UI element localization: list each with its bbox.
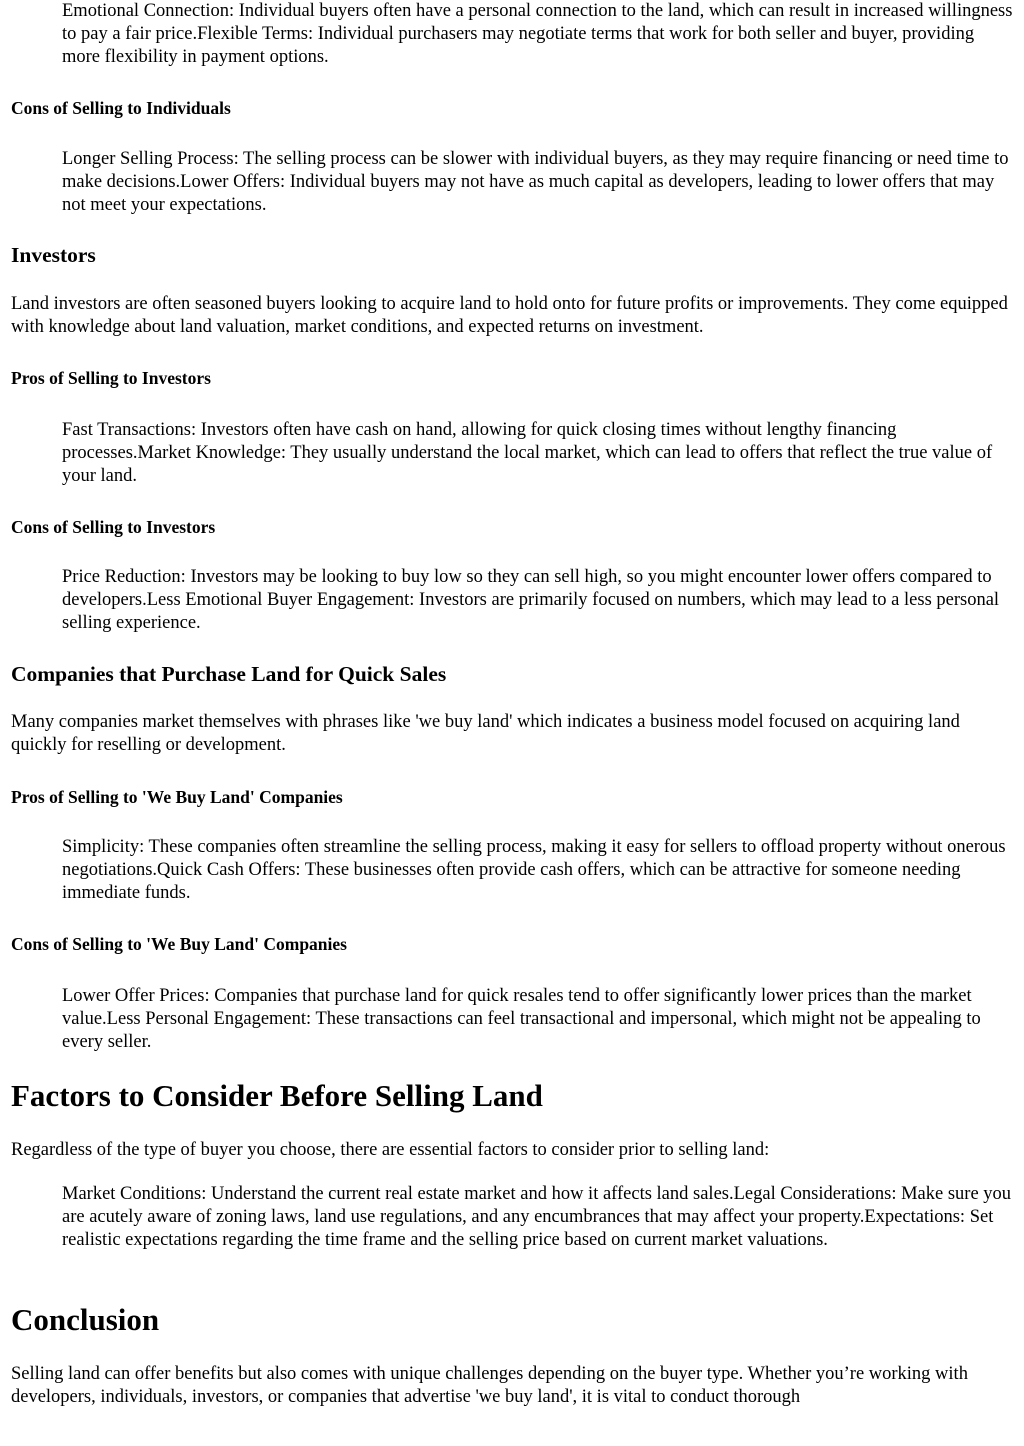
companies-heading: Companies that Purchase Land for Quick Sales xyxy=(11,662,447,686)
conclusion-text: Selling land can offer benefits but also comes with unique challenges depending on the buyer type. Whether you’re working with developers, individuals, investors, or companies that advertise 'we buy land', it is vital to conduct thorough xyxy=(11,1364,968,1407)
investors-intro: Land investors are often seasoned buyers looking to acquire land to hold onto for future profits or improvements. They come equipped with knowledge about land valuation, market conditions, and expected returns on investment. xyxy=(11,294,1008,337)
investors-pros-list: Fast Transactions: Investors often have cash on hand, allowing for quick closing times without lengthy financing processes.Market Knowledge: They usually understand the local market, which can lead to offers that reflect the true value of your land. xyxy=(62,420,993,486)
companies-pros-heading: Pros of Selling to 'We Buy Land' Companies xyxy=(11,787,343,807)
individuals-pros-list: Emotional Connection: Individual buyers often have a personal connection to the land, which can result in increased willingness to pay a fair price.Flexible Terms: Individual purchasers may negotiate terms that work for both seller and buyer, providing more flexibility in payment options. xyxy=(62,1,1013,67)
companies-intro: Many companies market themselves with phrases like 'we buy land' which indicates a business model focused on acquiring land quickly for reselling or development. xyxy=(11,712,960,755)
factors-list: Market Conditions: Understand the current real estate market and how it affects land sales.Legal Considerations: Make sure you are acutely aware of zoning laws, land use regulations, and any encumbrances that may affect your property.Expectations: Set realistic expectations regarding the time frame and the selling price based on current market valuations. xyxy=(62,1184,1012,1250)
factors-heading: Factors to Consider Before Selling Land xyxy=(11,1078,543,1113)
investors-cons-heading: Cons of Selling to Investors xyxy=(11,517,216,537)
individuals-cons-list: Longer Selling Process: The selling process can be slower with individual buyers, as they may require financing or need time to make decisions.Lower Offers: Individual buyers may not have as much capital as developers, leading to lower offers that may not meet your expectations. xyxy=(62,149,1009,215)
investors-pros-heading: Pros of Selling to Investors xyxy=(11,368,211,388)
conclusion-heading: Conclusion xyxy=(11,1302,160,1337)
investors-heading: Investors xyxy=(11,243,96,267)
investors-cons-list: Price Reduction: Investors may be looking to buy low so they can sell high, so you might encounter lower offers compared to developers.Less Emotional Buyer Engagement: Investors are primarily focused on numbers, which may lead to a less personal selling experience. xyxy=(62,567,1000,633)
companies-cons-heading: Cons of Selling to 'We Buy Land' Companies xyxy=(11,934,347,954)
individuals-cons-heading: Cons of Selling to Individuals xyxy=(11,98,231,118)
factors-intro: Regardless of the type of buyer you choose, there are essential factors to consider prior to selling land: xyxy=(11,1140,770,1160)
companies-cons-list: Lower Offer Prices: Companies that purchase land for quick resales tend to offer significantly lower prices than the market value.Less Personal Engagement: These transactions can feel transactional and impersonal, which might not be appealing to every seller. xyxy=(62,986,981,1052)
companies-pros-list: Simplicity: These companies often streamline the selling process, making it easy for sellers to offload property without onerous negotiations.Quick Cash Offers: These businesses often provide cash offers, which can be attractive for someone needing immediate funds. xyxy=(62,837,1006,903)
